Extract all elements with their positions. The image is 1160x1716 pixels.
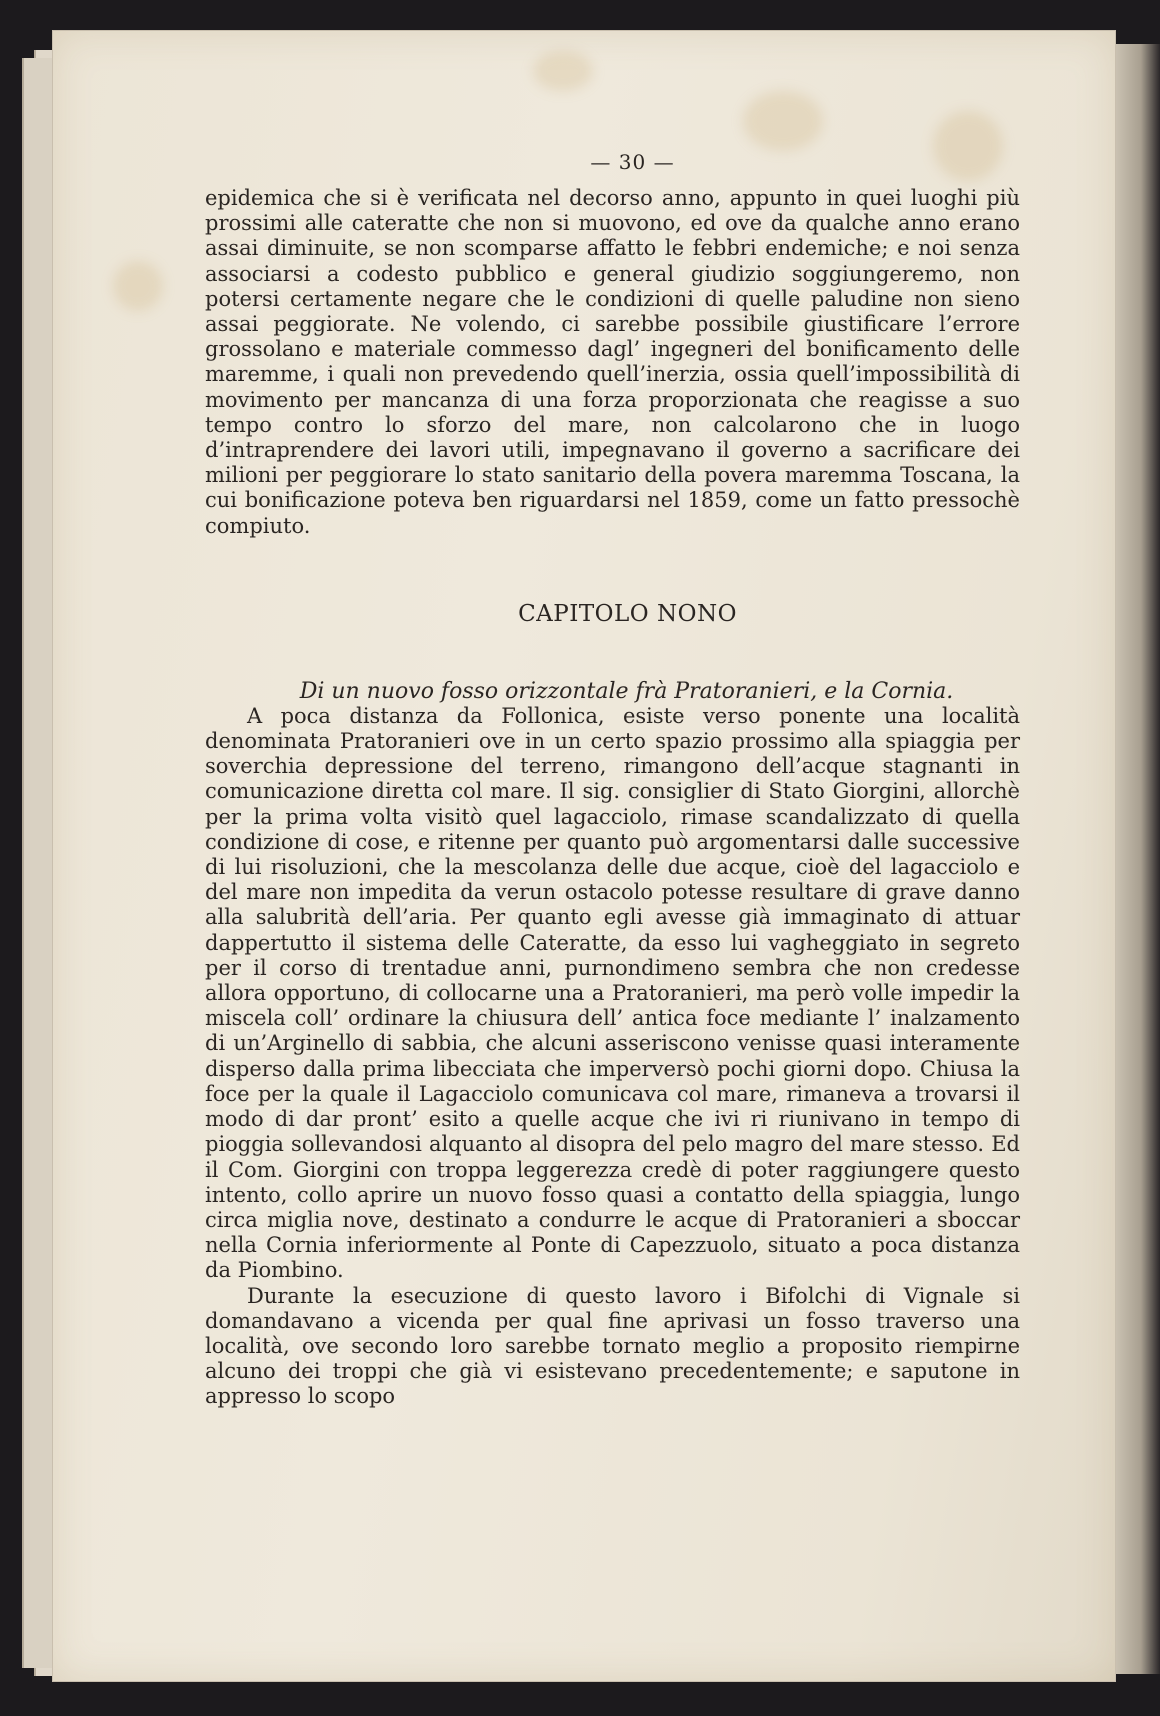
foxing-stain	[533, 51, 593, 91]
foxing-stain	[113, 261, 163, 311]
paragraph: A poca distanza da Follonica, esiste verso ponente una località denominata Pratoranieri ove in un certo spazio prossimo alla spiaggia per soverchia depressione del terreno, rimangono dell’acque stagnanti in comunicazione diretta col mare. Il sig. consiglier di Stato Giorgini, allorchè per la prima volta visitò quel lagacciolo, rimase scandalizzato di quella condizione di cose, e ritenne per quanto può argomentarsi dalle successive di lui risoluzioni, che la mescolanza delle due acque, cioè del lagacciolo e del mare non impedita da verun ostacolo potesse resultare di grave danno alla salubrità dell’aria. Per quanto egli avesse già immaginato di attuar dappertutto il sistema delle Cateratte, da esso lui vagheggiato in segreto per il corso di trentadue anni, purnondimeno sembra che non credesse allora opportuno, di collocarne una a Pratoranieri, ma però volle impedir la miscela coll’ ordinare la chiusura dell’ antica foce mediante l’ inalzamento di un’Arginello di sabbia, che alcuni asseriscono venisse quasi interamente disperso dalla prima libecciata che imperversò pochi giorni dopo. Chiusa la foce per la quale il Lagacciolo comunicava col mare, rimaneva a trovarsi il modo di dar pront’ esito a quelle acque che ivi ri riunivano in tempo di pioggia sollevandosi alquanto al disopra del pelo magro del mare stesso. Ed il Com. Giorgini con troppa leggerezza credè di poter raggiungere questo intento, collo aprire un nuovo fosso quasi a contatto della spiaggia, lungo circa miglia nove, destinato a condurre le acque di Pratoranieri a sboccar nella Cornia inferiormente al Ponte di Capezzuolo, situato a poca distanza da Piombino.	[205, 703, 1020, 1283]
foxing-stain	[743, 91, 823, 151]
chapter-title: CAPITOLO NONO	[518, 600, 737, 627]
page-content	[205, 150, 1020, 1410]
chapter-subtitle: Di un nuovo fosso orizzontale frà Pratoranieri, e la Cornia.	[299, 678, 954, 704]
paragraph: epidemica che si è verificata nel decorso anno, appunto in quei luoghi più prossimi alle cateratte che non si muovono, ed ove da qualche anno erano assai diminuite, se non scomparse affatto le febbri endemiche; e noi senza associarsi a codesto pubblico e general giudizio soggiungeremo, non potersi certamente negare che le condizioni di quelle paludine non sieno assai peggiorate. Ne volendo, ci sarebbe possibile giustificare l’errore grossolano e materiale commesso dagl’ ingegneri del bonificamento delle maremme, i quali non prevedendo quell’inerzia, ossia quell’impossibilità di movimento per mancanza di una forza proporzionata che reagisse a suo tempo contro lo sforzo del mare, non calcolarono che in luogo d’intraprendere dei lavori utili, impegnavano il governo a sacrificare dei milioni per peggiorare lo stato sanitario della povera maremma Toscana, la cui bonificazione poteva ben riguardarsi nel 1859, come un fatto pressochè compiuto.	[205, 186, 1020, 538]
paragraph: Durante la esecuzione di questo lavoro i Bifolchi di Vignale si domandavano a vicenda per qual fine aprivasi un fosso traverso una località, ove secondo loro sarebbe tornato meglio a proposito riempirne alcuno dei troppi che già vi esistevano precedentemente; e saputone in appresso lo scopo	[205, 1283, 1020, 1409]
book-gutter	[1112, 44, 1160, 1674]
page-number: — 30 —	[590, 150, 675, 174]
